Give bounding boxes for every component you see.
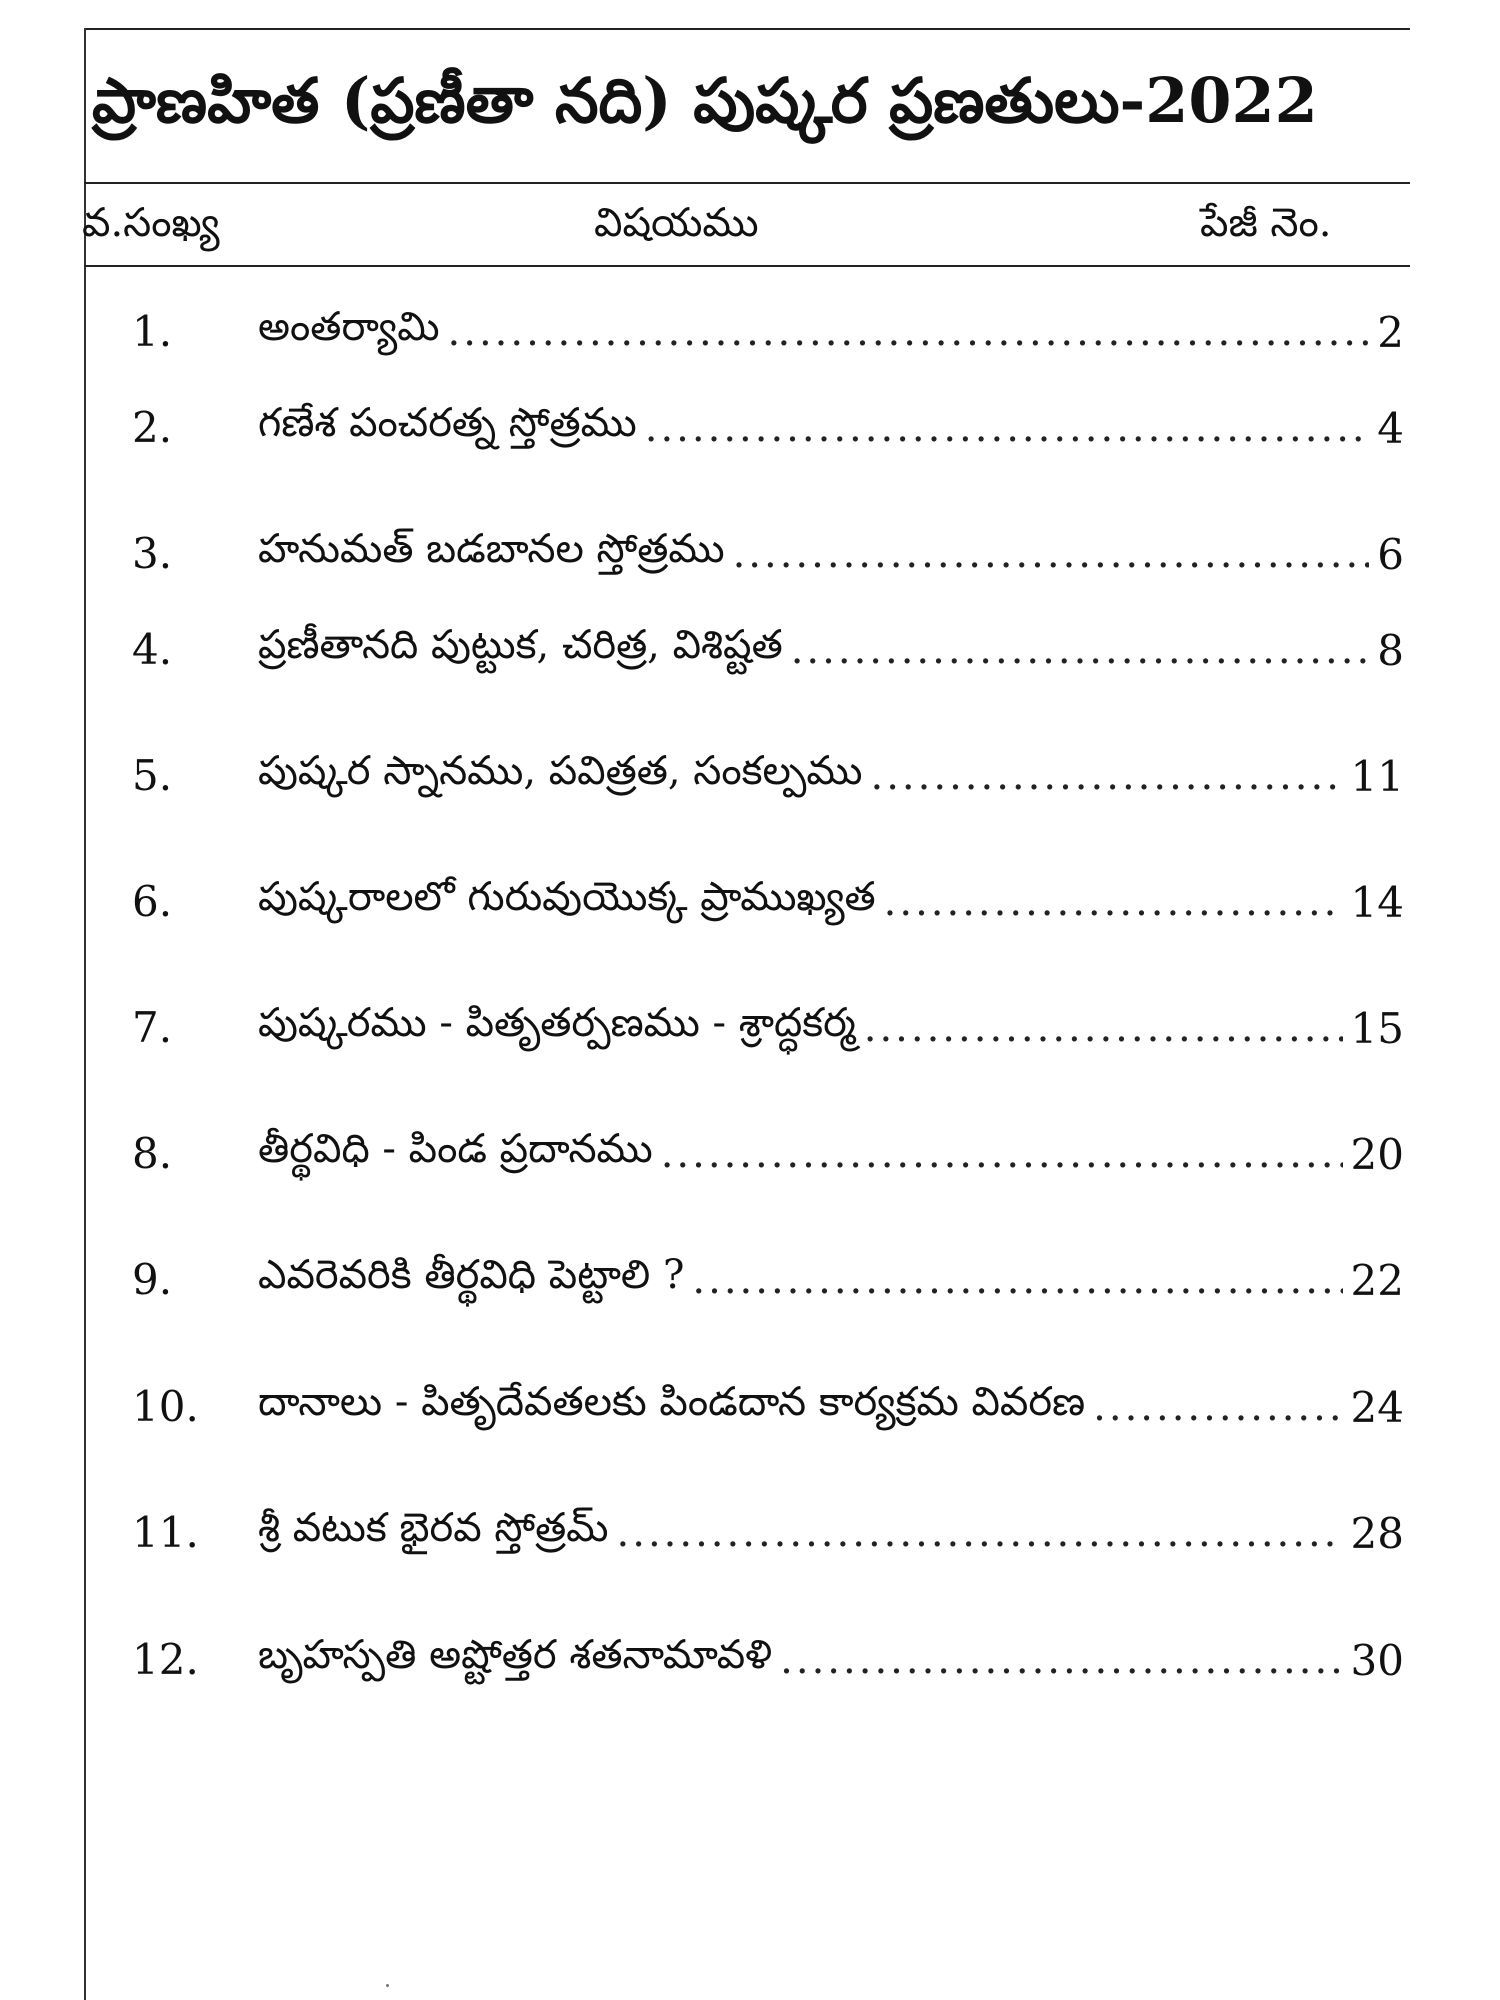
dot-leader: [780, 1637, 1342, 1683]
dot-leader: [871, 753, 1343, 799]
toc-entry-10[interactable]: [0, 1371, 1500, 1443]
toc-entry-page: 24: [1350, 1382, 1404, 1432]
toc-entry-number: 3.: [132, 529, 173, 578]
dot-leader: [1093, 1384, 1342, 1430]
column-header-subject: విషయము: [594, 200, 759, 246]
toc-entry-page: 15: [1350, 1003, 1404, 1053]
toc-entry-title: శ్రీ వటుక భైరవ స్తోత్రమ్: [258, 1505, 609, 1551]
toc-entry-number: 10.: [132, 1382, 199, 1431]
toc-entry-6[interactable]: [0, 866, 1500, 938]
toc-entry-7[interactable]: [0, 992, 1500, 1064]
toc-entry-number: 9.: [132, 1255, 173, 1304]
toc-entry-8[interactable]: [0, 1118, 1500, 1190]
toc-entry-page: 4: [1377, 403, 1404, 453]
toc-entry-number: 1.: [132, 307, 173, 356]
toc-entry-number: 7.: [132, 1003, 173, 1052]
column-header-page: పేజీ నెం.: [1200, 200, 1332, 246]
toc-entry-1[interactable]: [0, 296, 1500, 368]
toc-entry-page: 6: [1377, 529, 1404, 579]
toc-entry-5[interactable]: [0, 740, 1500, 812]
toc-entry-page: 2: [1377, 307, 1404, 357]
toc-entry-number: 5.: [132, 751, 173, 800]
toc-entry-12[interactable]: [0, 1624, 1500, 1696]
toc-entry-title: పుష్కరాలలో గురువుయొక్క ప్రాముఖ్యత: [258, 874, 876, 920]
toc-entry-9[interactable]: [0, 1244, 1500, 1316]
dot-leader: [617, 1510, 1343, 1556]
toc-entry-page: 11: [1350, 751, 1404, 801]
dot-leader: [661, 1131, 1343, 1177]
toc-entry-title: గణేశ పంచరత్న స్తోత్రము: [258, 400, 637, 446]
toc-entry-title: బృహస్పతి అష్టోత్తర శతనామావళి: [258, 1632, 773, 1678]
toc-entry-number: 4.: [132, 625, 173, 674]
dot-leader: [884, 879, 1343, 925]
toc-entry-page: 30: [1350, 1635, 1404, 1685]
toc-entry-page: 22: [1350, 1255, 1404, 1305]
dot-leader: [448, 309, 1370, 355]
toc-entry-number: 12.: [132, 1635, 199, 1684]
toc-entry-number: 2.: [132, 403, 173, 452]
toc-entry-page: 14: [1350, 877, 1404, 927]
dot-leader: [864, 1005, 1343, 1051]
toc-entry-title: తీర్థవిధి - పిండ ప్రదానము: [258, 1126, 653, 1172]
toc-entry-3[interactable]: [0, 518, 1500, 590]
dot-leader: [692, 1257, 1342, 1303]
toc-entry-title: ఎవరెవరికి తీర్థవిధి పెట్టాలి ?: [258, 1252, 685, 1298]
toc-entry-title: అంతర్యామి: [258, 304, 440, 350]
toc-entry-title: పుష్కర స్నానము, పవిత్రత, సంకల్పము: [258, 748, 863, 794]
toc-entry-title: పుష్కరము - పితృతర్పణము - శ్రాద్ధకర్మ: [258, 1000, 856, 1046]
toc-entry-title: దానాలు - పితృదేవతలకు పిండదాన కార్యక్రమ వివరణ: [258, 1379, 1086, 1425]
toc-entry-page: 20: [1350, 1129, 1404, 1179]
toc-entry-title: హనుమత్ బడబానల స్తోత్రము: [258, 526, 725, 572]
dot-leader: [791, 627, 1370, 673]
toc-entry-number: 8.: [132, 1129, 173, 1178]
toc-entry-number: 11.: [132, 1508, 199, 1557]
page-title: ప్రాణహిత (ప్రణీతా నది) పుష్కర ప్రణతులు-2022: [92, 64, 1318, 137]
speck-mark: [386, 1984, 389, 1987]
toc-entry-4[interactable]: [0, 614, 1500, 686]
column-header-number: వ.సంఖ్య: [82, 200, 220, 246]
toc-entry-page: 8: [1377, 625, 1404, 675]
toc-entry-number: 6.: [132, 877, 173, 926]
toc-entry-2[interactable]: [0, 392, 1500, 464]
toc-entry-11[interactable]: [0, 1497, 1500, 1569]
dot-leader: [645, 405, 1370, 451]
toc-entry-title: ప్రణీతానది పుట్టుక, చరిత్ర, విశిష్టత: [258, 622, 783, 668]
dot-leader: [733, 531, 1370, 577]
toc-entry-page: 28: [1350, 1508, 1404, 1558]
